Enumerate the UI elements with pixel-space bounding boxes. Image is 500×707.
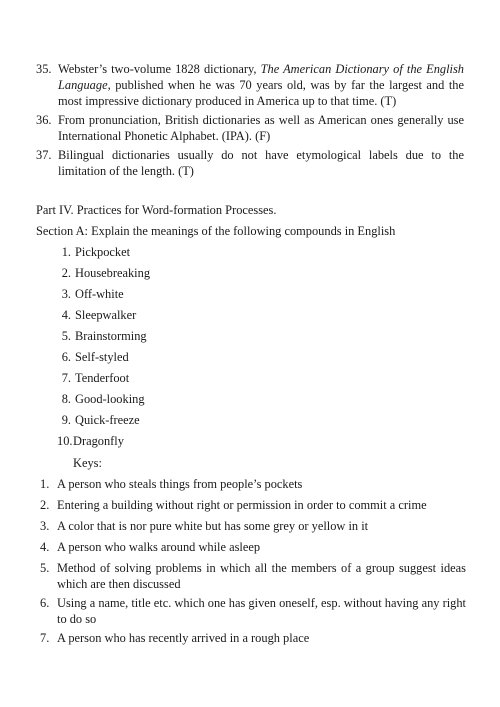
key-item: 7. A person who has recently arrived in a rough place (40, 631, 310, 645)
tf-item-number: 36. (36, 113, 52, 127)
exercise-item: 7. Tenderfoot (61, 371, 130, 385)
exercise-item: 3. Off-white (61, 287, 124, 301)
exercise-item: 1. Pickpocket (61, 245, 131, 259)
tf-item-number: 37. (36, 148, 52, 162)
book-title: The American Dictionary of the English Language (58, 62, 465, 92)
tf-item-text: From pronunciation, British dictionaries as well as American ones generally use International Phonetic Alphabet. (IPA). (F) (58, 113, 464, 143)
section-heading: Section A: Explain the meanings of the following compounds in English (36, 224, 396, 238)
key-item: 1. A person who steals things from people’s pockets (40, 477, 303, 491)
tf-item-text: Webster’s two-volume 1828 dictionary, The American Dictionary of the English Language, published when he was 70 years old, was by far the largest and the most impressive dictionary produced in America up to that time. (T) (58, 62, 465, 108)
exercise-item: 6. Self-styled (61, 350, 129, 364)
key-item: 4. A person who walks around while asleep (40, 540, 261, 554)
exercise-item: 2. Housebreaking (61, 266, 151, 280)
exercise-item: 4. Sleepwalker (61, 308, 137, 322)
key-item: 5. Method of solving problems in which all the members of a group suggest ideas which are then discussed (40, 561, 466, 591)
key-item: 3. A color that is nor pure white but has some grey or yellow in it (40, 519, 369, 533)
part-heading: Part IV. Practices for Word-formation Processes. (36, 203, 277, 217)
exercise-item: 9. Quick-freeze (61, 413, 140, 427)
tf-item-36 (36, 112, 464, 144)
tf-item-number: 35. (36, 62, 52, 76)
tf-item-37 (36, 147, 464, 179)
tf-item-35 (36, 61, 464, 109)
key-item: 2. Entering a building without right or permission in order to commit a crime (40, 498, 427, 512)
exercise-item: 5. Brainstorming (61, 329, 147, 343)
keys-label: Keys: (73, 456, 102, 470)
exercise-item: 10.Dragonfly (57, 434, 124, 448)
key-item: 6. Using a name, title etc. which one has given oneself, esp. without having any right to do so (40, 596, 466, 626)
exercise-item: 8. Good-looking (61, 392, 145, 406)
tf-item-text: Bilingual dictionaries usually do not have etymological labels due to the limitation of the length. (T) (58, 148, 464, 178)
